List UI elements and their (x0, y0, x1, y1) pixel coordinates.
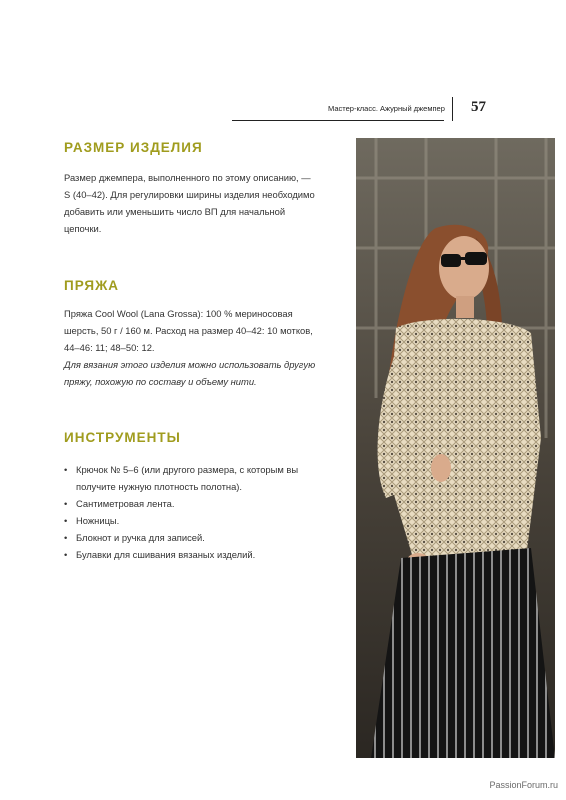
yarn-line: шерсть, 50 г / 160 м. Расход на размер 40–42: 10 мотков, (64, 325, 313, 336)
bullet-icon: • (64, 549, 68, 560)
bullet-icon: • (64, 515, 68, 526)
yarn-line: 44–46: 11; 48–50: 12. (64, 342, 155, 353)
size-line: цепочки. (64, 223, 102, 234)
header-rule (232, 120, 444, 121)
size-line: S (40–42). Для регулировки ширины изделия необходимо (64, 189, 315, 200)
list-item (64, 546, 298, 563)
watermark: PassionForum.ru (489, 780, 558, 790)
tools-heading: ИНСТРУМЕНТЫ (64, 430, 181, 445)
list-item-text: Крючок № 5–6 (или другого размера, с которым вы (76, 464, 299, 475)
list-item (64, 512, 298, 529)
header-separator (452, 97, 453, 121)
list-item (64, 461, 298, 495)
running-header-title: Мастер-класс. Ажурный джемпер (328, 104, 445, 113)
model-photo (356, 138, 555, 758)
page-number: 57 (471, 99, 486, 115)
list-item (64, 495, 298, 512)
bullet-icon: • (64, 498, 68, 509)
size-line: добавить или уменьшить число ВП для начальной (64, 206, 286, 217)
tools-list (64, 461, 298, 563)
size-paragraph (64, 169, 349, 237)
yarn-paragraph (64, 305, 349, 390)
list-item-text: Блокнот и ручка для записей. (76, 532, 205, 543)
size-line: Размер джемпера, выполненного по этому описанию, — (64, 172, 311, 183)
list-item-text: Ножницы. (76, 515, 120, 526)
bullet-icon: • (64, 532, 68, 543)
size-heading: РАЗМЕР ИЗДЕЛИЯ (64, 140, 203, 155)
list-item-text-cont: получите нужную плотность полотна). (76, 481, 243, 492)
yarn-note-line: Для вязания этого изделия можно использовать другую (64, 359, 316, 370)
yarn-note-line: пряжу, похожую по составу и объему нити. (64, 376, 257, 387)
bullet-icon: • (64, 464, 68, 475)
yarn-line: Пряжа Cool Wool (Lana Grossa): 100 % мериносовая (64, 308, 293, 319)
yarn-heading: ПРЯЖА (64, 278, 120, 293)
list-item (64, 529, 298, 546)
list-item-text: Сантиметровая лента. (76, 498, 175, 509)
list-item-text: Булавки для сшивания вязаных изделий. (76, 549, 256, 560)
